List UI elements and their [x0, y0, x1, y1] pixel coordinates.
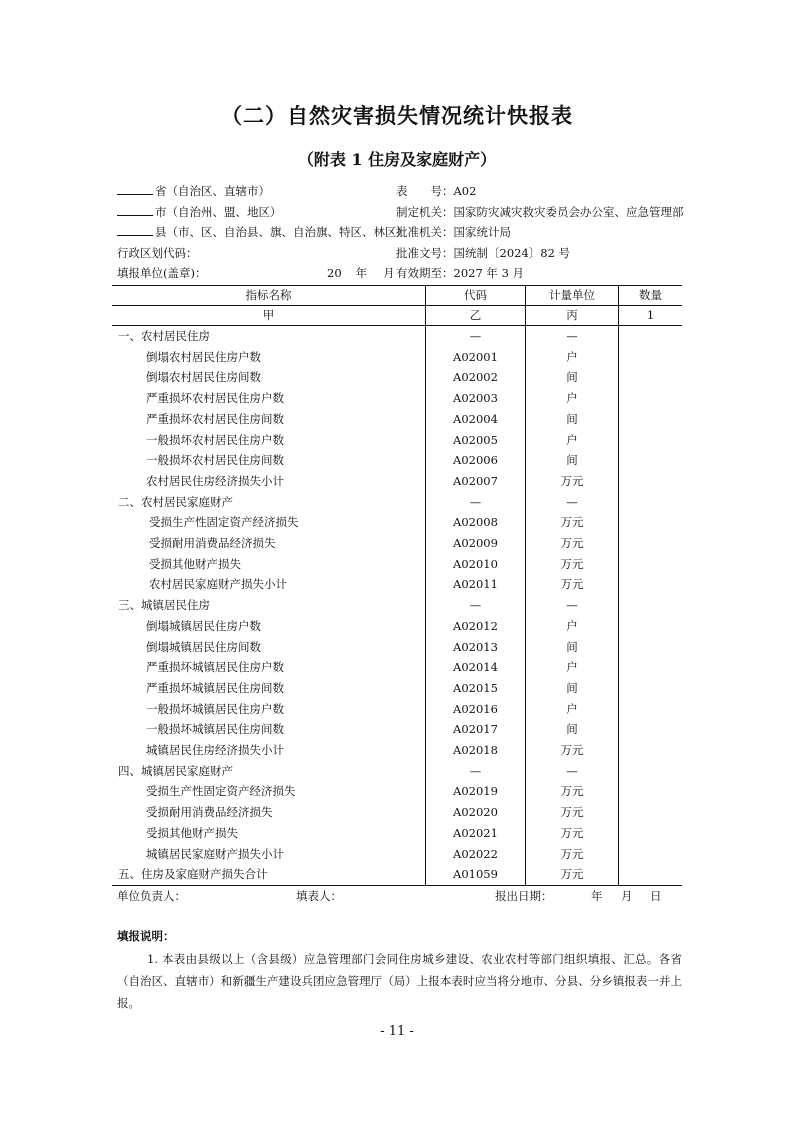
- row-indicator-name: 三、城镇居民住房: [118, 598, 210, 613]
- row-quantity-input[interactable]: [619, 699, 683, 720]
- table-header-row: [112, 286, 682, 306]
- row-quantity-input[interactable]: [619, 657, 683, 678]
- fill-date: [317, 263, 395, 284]
- row-indicator-name: 严重损坏农村居民住房间数: [146, 411, 284, 426]
- row-unit: 户: [526, 699, 619, 720]
- row-code: A02014: [426, 657, 526, 678]
- row-unit: 间: [526, 719, 619, 740]
- report-date-label: 报出日期：: [495, 889, 553, 903]
- county-label: 县（市、区、自治县、旗、自治旗、特区、林区）: [155, 225, 408, 239]
- row-code: A02015: [426, 678, 526, 699]
- table-row: [112, 595, 682, 616]
- maker: 国家防灾减灾救灾委员会办公室、应急管理部: [453, 204, 684, 219]
- table-row: [112, 616, 682, 637]
- city-label: 市（自治州、盟、地区）: [155, 204, 282, 219]
- row-quantity-input[interactable]: [619, 802, 683, 823]
- row-unit: 万元: [526, 533, 619, 554]
- table-row: [112, 678, 682, 699]
- header-quantity: 数量: [619, 286, 683, 306]
- table-row: [112, 409, 682, 430]
- row-quantity-input[interactable]: [619, 637, 683, 658]
- month-label: 月: [383, 266, 395, 280]
- row-quantity-input[interactable]: [619, 347, 683, 368]
- row-indicator-name: 严重损坏农村居民住房户数: [146, 391, 284, 406]
- row-indicator-name: 倒塌农村居民住房户数: [146, 349, 261, 364]
- notes-body: 1. 本表由县级以上（含县级）应急管理部门会同住房城乡建设、农业农村等部门组织填报、汇总。各省（自治区、直辖市）和新疆生产建设兵团应急管理厅（局）上报本表时应当将分地市、分县、分乡镇报表一并上报。: [117, 952, 682, 1010]
- row-quantity-input[interactable]: [619, 740, 683, 761]
- row-code: A02009: [426, 533, 526, 554]
- valid-label: 有效期至：: [396, 266, 454, 280]
- row-unit: 万元: [526, 781, 619, 802]
- row-unit: 户: [526, 430, 619, 451]
- region-code-label: 行政区划代码：: [117, 245, 198, 260]
- row-code: A02017: [426, 719, 526, 740]
- row-indicator-name: 倒塌农村居民住房间数: [146, 370, 261, 385]
- table-row: [112, 450, 682, 471]
- row-unit: 间: [526, 367, 619, 388]
- approver-label: 批准机关：: [396, 225, 454, 239]
- row-quantity-input[interactable]: [619, 388, 683, 409]
- signature-line: [117, 886, 682, 906]
- row-unit: —: [526, 492, 619, 513]
- row-unit: 万元: [526, 574, 619, 595]
- table-row: [112, 554, 682, 575]
- row-unit: 万元: [526, 512, 619, 533]
- table-row: [112, 574, 682, 595]
- filler-label: 填表人：: [296, 889, 342, 903]
- row-unit: 万元: [526, 740, 619, 761]
- row-unit: 户: [526, 347, 619, 368]
- table-row: [112, 367, 682, 388]
- region-code-line: [117, 243, 387, 264]
- approver-line: [396, 222, 696, 243]
- row-indicator-name: 倒塌城镇居民住房间数: [146, 639, 261, 654]
- row-indicator-name: 一般损坏农村居民住房户数: [146, 432, 284, 447]
- row-indicator-name: 严重损坏城镇居民住房户数: [146, 660, 284, 675]
- row-indicator-name: 倒塌城镇居民住房户数: [146, 618, 261, 633]
- row-quantity-input[interactable]: [619, 616, 683, 637]
- row-indicator-name: 四、城镇居民家庭财产: [118, 763, 233, 778]
- table-no-label: 表 号：: [396, 184, 454, 198]
- row-code: A02002: [426, 367, 526, 388]
- subheader-quantity: 1: [619, 306, 683, 326]
- row-code: A01059: [426, 864, 526, 885]
- table-row: [112, 471, 682, 492]
- row-unit: 万元: [526, 864, 619, 885]
- maker-label: 制定机关：: [396, 204, 454, 219]
- table-row: [112, 761, 682, 782]
- row-code: A02006: [426, 450, 526, 471]
- row-quantity-input[interactable]: [619, 554, 683, 575]
- row-quantity-input[interactable]: [619, 781, 683, 802]
- row-unit: 万元: [526, 844, 619, 865]
- subheader-unit: 丙: [526, 306, 619, 326]
- row-code: A02007: [426, 471, 526, 492]
- row-quantity-input[interactable]: [619, 761, 683, 782]
- row-code: A02001: [426, 347, 526, 368]
- header-unit: 计量单位: [526, 286, 619, 306]
- row-quantity-input[interactable]: [619, 409, 683, 430]
- header-indicator-name: 指标名称: [112, 286, 426, 306]
- row-indicator-name: 农村居民家庭财产损失小计: [149, 577, 287, 592]
- table-row: [112, 802, 682, 823]
- approval-no-label: 批准文号：: [396, 245, 454, 260]
- row-code: A02021: [426, 823, 526, 844]
- maker-line: [396, 202, 696, 223]
- row-indicator-name: 严重损坏城镇居民住房间数: [146, 680, 284, 695]
- row-indicator-name: 五、住房及家庭财产损失合计: [118, 867, 268, 882]
- table-row: [112, 740, 682, 761]
- unit-head-label: 单位负责人：: [117, 889, 186, 903]
- row-indicator-name: 城镇居民家庭财产损失小计: [146, 846, 284, 861]
- row-quantity-input[interactable]: [619, 471, 683, 492]
- filler-unit-line: [117, 263, 395, 284]
- row-code: A02020: [426, 802, 526, 823]
- table-row: [112, 699, 682, 720]
- row-unit: —: [526, 761, 619, 782]
- row-code: —: [426, 761, 526, 782]
- row-unit: 万元: [526, 823, 619, 844]
- row-quantity-input[interactable]: [619, 367, 683, 388]
- table-row: [112, 637, 682, 658]
- row-code: A02018: [426, 740, 526, 761]
- row-quantity-input[interactable]: [619, 450, 683, 471]
- row-code: A02011: [426, 574, 526, 595]
- table-row: [112, 492, 682, 513]
- meta-left: [117, 181, 408, 284]
- table-no: A02: [453, 184, 477, 198]
- row-code: A02019: [426, 781, 526, 802]
- valid-line: [396, 263, 696, 284]
- province-label: 省（自治区、直辖市）: [155, 184, 270, 198]
- row-code: A02022: [426, 844, 526, 865]
- row-indicator-name: 受损耐用消费品经济损失: [146, 805, 273, 820]
- row-unit: 户: [526, 657, 619, 678]
- row-unit: 间: [526, 637, 619, 658]
- table-row: [112, 657, 682, 678]
- report-month: 月: [621, 889, 633, 903]
- subheader-code: 乙: [426, 306, 526, 326]
- row-indicator-name: 受损耐用消费品经济损失: [149, 536, 276, 551]
- header-code: 代码: [426, 286, 526, 306]
- row-unit: 间: [526, 409, 619, 430]
- row-quantity-input[interactable]: [619, 844, 683, 865]
- approver: 国家统计局: [453, 225, 511, 239]
- row-quantity-input[interactable]: [619, 430, 683, 451]
- row-indicator-name: 受损生产性固定资产经济损失: [146, 784, 296, 799]
- row-unit: 万元: [526, 802, 619, 823]
- filler-unit-label: 填报单位(盖章)：: [117, 266, 207, 280]
- page-title: （二）自然灾害损失情况统计快报表: [221, 103, 573, 128]
- row-indicator-name: 一般损坏城镇居民住房间数: [146, 722, 284, 737]
- row-unit: 间: [526, 450, 619, 471]
- row-code: A02008: [426, 512, 526, 533]
- statistics-table: [112, 285, 682, 886]
- row-code: —: [426, 326, 526, 347]
- table-row: [112, 512, 682, 533]
- valid-until: 2027 年 3 月: [453, 266, 525, 280]
- table-row: [112, 864, 682, 885]
- row-quantity-input[interactable]: [619, 574, 683, 595]
- row-code: A02010: [426, 554, 526, 575]
- row-unit: 万元: [526, 554, 619, 575]
- table-subheader-row: [112, 306, 682, 326]
- table-row: [112, 326, 682, 347]
- row-indicator-name: 受损其他财产损失: [149, 556, 241, 571]
- notes-title: 填报说明：: [117, 929, 175, 943]
- report-year: 年: [591, 889, 603, 903]
- table-row: [112, 430, 682, 451]
- row-quantity-input[interactable]: [619, 864, 683, 885]
- meta-right: [396, 181, 696, 284]
- approval-no: 国统制〔2024〕82 号: [453, 245, 571, 260]
- province-line: [117, 181, 387, 202]
- table-row: [112, 533, 682, 554]
- table-body: [112, 326, 682, 886]
- row-indicator-name: 一、农村居民住房: [118, 329, 210, 343]
- row-code: —: [426, 492, 526, 513]
- row-code: A02013: [426, 637, 526, 658]
- row-code: A02012: [426, 616, 526, 637]
- row-unit: 间: [526, 678, 619, 699]
- province-blank[interactable]: [117, 182, 153, 195]
- row-code: A02003: [426, 388, 526, 409]
- row-unit: —: [526, 326, 619, 347]
- report-day: 日: [650, 889, 662, 903]
- page-subtitle: （附表 1 住房及家庭财产）: [297, 150, 497, 169]
- row-indicator-name: 受损生产性固定资产经济损失: [149, 515, 299, 530]
- page-number: - 11 -: [380, 1024, 414, 1039]
- table-no-line: [396, 181, 696, 202]
- city-blank[interactable]: [117, 203, 153, 216]
- year-label: 年: [355, 266, 368, 280]
- row-quantity-input[interactable]: [619, 512, 683, 533]
- row-quantity-input[interactable]: [619, 823, 683, 844]
- approval-no-line: [396, 243, 696, 264]
- row-code: —: [426, 595, 526, 616]
- row-indicator-name: 受损其他财产损失: [146, 825, 238, 840]
- row-indicator-name: 一般损坏农村居民住房间数: [146, 453, 284, 468]
- row-unit: —: [526, 595, 619, 616]
- county-line: [117, 222, 408, 243]
- table-row: [112, 781, 682, 802]
- row-indicator-name: 二、农村居民家庭财产: [118, 494, 233, 509]
- row-quantity-input[interactable]: [619, 326, 683, 347]
- table-row: [112, 347, 682, 368]
- row-unit: 万元: [526, 471, 619, 492]
- row-quantity-input[interactable]: [619, 595, 683, 616]
- year-prefix: 20: [327, 266, 342, 280]
- row-code: A02005: [426, 430, 526, 451]
- row-indicator-name: 城镇居民住房经济损失小计: [146, 743, 284, 758]
- row-code: A02004: [426, 409, 526, 430]
- row-quantity-input[interactable]: [619, 492, 683, 513]
- city-line: [117, 202, 387, 223]
- row-quantity-input[interactable]: [619, 533, 683, 554]
- county-blank[interactable]: [117, 223, 153, 236]
- row-code: A02016: [426, 699, 526, 720]
- row-unit: 户: [526, 616, 619, 637]
- row-unit: 户: [526, 388, 619, 409]
- row-indicator-name: 农村居民住房经济损失小计: [146, 473, 284, 488]
- row-indicator-name: 一般损坏城镇居民住房户数: [146, 701, 284, 716]
- table-row: [112, 823, 682, 844]
- row-quantity-input[interactable]: [619, 678, 683, 699]
- table-row: [112, 388, 682, 409]
- table-row: [112, 844, 682, 865]
- table-row: [112, 719, 682, 740]
- row-quantity-input[interactable]: [619, 719, 683, 740]
- subheader-name: 甲: [112, 306, 426, 326]
